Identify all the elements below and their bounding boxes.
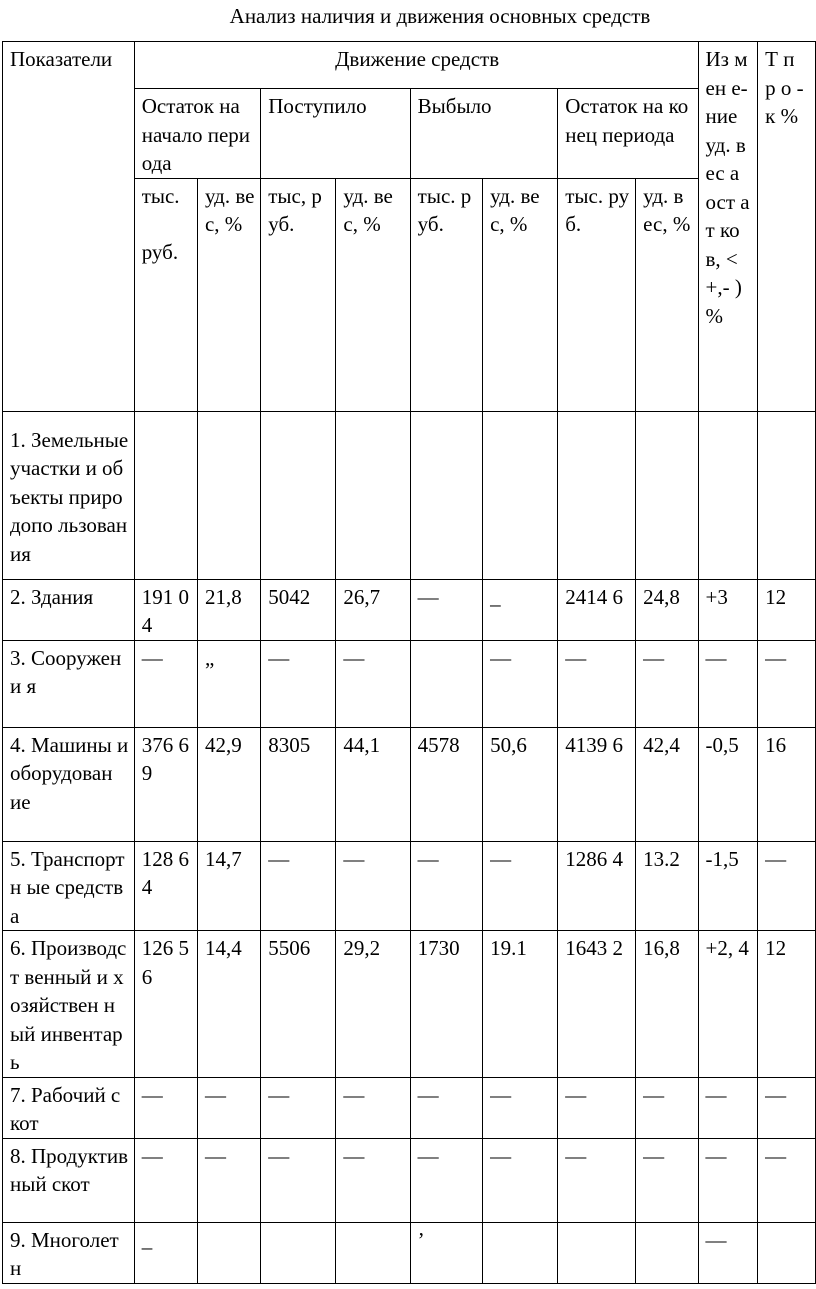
table-cell: 2414 6 (558, 579, 636, 640)
table-cell: — (336, 640, 410, 727)
table-cell: ’ (410, 1222, 482, 1283)
table-cell (636, 411, 698, 579)
table-cell (558, 1222, 636, 1283)
table-cell: 29,2 (336, 931, 410, 1078)
table-cell: — (197, 1138, 260, 1222)
table-cell: — (336, 841, 410, 931)
header-group-closing: Остаток на конец периода (558, 89, 698, 179)
table-cell (758, 411, 816, 579)
table-cell: — (698, 1138, 758, 1222)
table-cell: 8305 (261, 727, 336, 841)
table-cell (261, 411, 336, 579)
header-unit-cell: уд. вес, % (483, 178, 558, 411)
row-indicator-name: 3. Сооружени я (3, 640, 135, 727)
header-unit-cell (134, 178, 197, 411)
table-cell: — (410, 579, 482, 640)
row-indicator-name: 1. Земельные участки и объекты природопо льзования (3, 411, 135, 579)
table-cell: -1,5 (698, 841, 758, 931)
table-row (3, 640, 816, 727)
row-indicator-name: 4. Машины и оборудован ие (3, 727, 135, 841)
header-unit-text: руб. (141, 240, 179, 264)
table-cell: „ (197, 640, 260, 727)
table-cell: 128 64 (134, 841, 197, 931)
table-cell (483, 411, 558, 579)
table-cell: 42,4 (636, 727, 698, 841)
table-cell: 4139 6 (558, 727, 636, 841)
table-cell: 19.1 (483, 931, 558, 1078)
table-cell (410, 640, 482, 727)
table-cell: — (758, 640, 816, 727)
table-cell: 1286 4 (558, 841, 636, 931)
table-cell: — (758, 841, 816, 931)
table-cell (261, 1222, 336, 1283)
header-unit-text: тыс. (141, 183, 180, 208)
table-cell (758, 1222, 816, 1283)
table-cell: — (261, 1138, 336, 1222)
table-cell: 13.2 (636, 841, 698, 931)
table-cell: — (410, 1138, 482, 1222)
table-cell: — (758, 1138, 816, 1222)
table-cell: 24,8 (636, 579, 698, 640)
table-cell: 1643 2 (558, 931, 636, 1078)
table-cell: 5506 (261, 931, 336, 1078)
table-cell: 26,7 (336, 579, 410, 640)
table-cell: 5042 (261, 579, 336, 640)
table-cell: — (483, 1077, 558, 1138)
header-rate: Т п р о - к % (758, 42, 816, 412)
table-cell: — (134, 640, 197, 727)
table-cell: 12 (758, 931, 816, 1078)
table-cell: — (483, 1138, 558, 1222)
header-unit-cell: уд. вес, % (636, 178, 698, 411)
table-cell: +3 (698, 579, 758, 640)
table-cell: 4578 (410, 727, 482, 841)
header-movement: Движение средств (134, 42, 698, 89)
table-row (3, 931, 816, 1078)
table-cell (410, 411, 482, 579)
header-group-received: Поступило (261, 89, 410, 179)
table-cell: 1730 (410, 931, 482, 1078)
table-cell (558, 411, 636, 579)
table-cell: +2, 4 (698, 931, 758, 1078)
table-row (3, 1222, 816, 1283)
table-cell: 126 56 (134, 931, 197, 1078)
row-indicator-name: 7. Рабочий скот (3, 1077, 135, 1138)
table-cell: 16,8 (636, 931, 698, 1078)
header-indicators: Показатели (3, 42, 135, 412)
header-group-opening: Остаток на начало периода (134, 89, 261, 179)
table-row (3, 1138, 816, 1222)
table-cell: 14,4 (197, 931, 260, 1078)
header-change-share: Из мен е-ние уд. вес а ост ат ков, <+,- ) % (698, 42, 758, 412)
table-cell (636, 1222, 698, 1283)
table-cell: 12 (758, 579, 816, 640)
table-cell: — (336, 1138, 410, 1222)
table-cell: — (636, 1077, 698, 1138)
table-cell: — (261, 1077, 336, 1138)
table-cell: 376 69 (134, 727, 197, 841)
table-cell: — (197, 1077, 260, 1138)
table-cell: 21,8 (197, 579, 260, 640)
table-cell: — (698, 1077, 758, 1138)
row-indicator-name: 5. Транспортн ые средства (3, 841, 135, 931)
table-cell (336, 411, 410, 579)
table-row (3, 1077, 816, 1138)
table-cell: _ (483, 579, 558, 640)
table-cell: — (636, 640, 698, 727)
table-cell: — (698, 1222, 758, 1283)
header-group-disposed: Выбыло (410, 89, 558, 179)
row-indicator-name: 2. Здания (3, 579, 135, 640)
table-cell: — (410, 1077, 482, 1138)
table-cell: — (134, 1077, 197, 1138)
table-cell: -0,5 (698, 727, 758, 841)
table-cell: — (261, 640, 336, 727)
table-cell (483, 1222, 558, 1283)
table-cell: — (336, 1077, 410, 1138)
table-cell: 44,1 (336, 727, 410, 841)
table-cell (197, 411, 260, 579)
table-row (3, 841, 816, 931)
table-cell (134, 411, 197, 579)
table-cell: _ (134, 1222, 197, 1283)
document-title: Анализ наличия и движения основных средств (229, 4, 651, 28)
table-row (3, 411, 816, 579)
table-cell: 42,9 (197, 727, 260, 841)
table-cell: — (636, 1138, 698, 1222)
table-cell: 191 04 (134, 579, 197, 640)
header-unit-cell: уд. вес, % (336, 178, 410, 411)
table-row (3, 579, 816, 640)
header-unit-cell: тыс, руб. (261, 178, 336, 411)
row-indicator-name: 6. Производст венный и хозяйствен ный инвентарь (3, 931, 135, 1078)
table-row (3, 727, 816, 841)
header-unit-cell: уд. вес, % (197, 178, 260, 411)
table-cell: — (758, 1077, 816, 1138)
header-unit-cell: тыс. руб. (410, 178, 482, 411)
row-indicator-name: 9. Многолетн (3, 1222, 135, 1283)
table-cell: 16 (758, 727, 816, 841)
table-cell: — (261, 841, 336, 931)
table-cell: — (558, 640, 636, 727)
row-indicator-name: 8. Продуктив ный скот (3, 1138, 135, 1222)
table-cell (698, 411, 758, 579)
table-cell: — (483, 841, 558, 931)
table-cell: — (134, 1138, 197, 1222)
table-cell: — (410, 841, 482, 931)
table-cell (197, 1222, 260, 1283)
header-unit-cell: тыс. руб. (558, 178, 636, 411)
table-cell: — (558, 1138, 636, 1222)
table-cell: — (483, 640, 558, 727)
table-cell: — (698, 640, 758, 727)
table-cell: — (558, 1077, 636, 1138)
fixed-assets-table (2, 41, 816, 1284)
table-cell: 50,6 (483, 727, 558, 841)
table-cell: 14,7 (197, 841, 260, 931)
table-cell (336, 1222, 410, 1283)
